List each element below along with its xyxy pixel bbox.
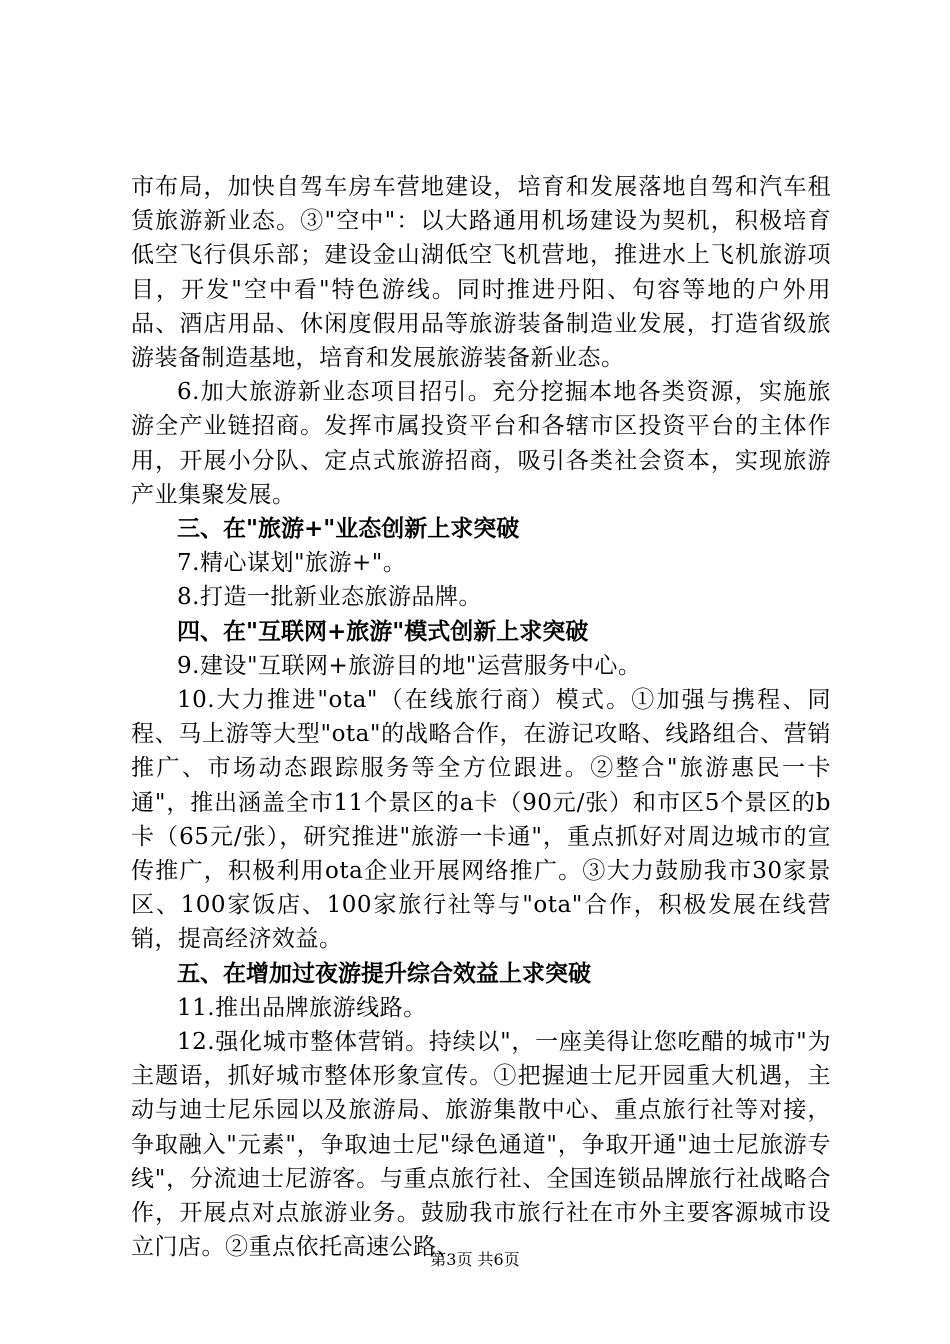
paragraph-4: 8.打造一批新业态旅游品牌。: [177, 584, 482, 611]
paragraph-1: 市布局，加快自驾车房车营地建设，培育和发展落地自驾和汽车租赁旅游新业态。③"空中"：以大路通用机场建设为契机，积极培育低空飞行俱乐部；建设金山湖低空飞机营地，推进水上飞机旅游项目，开发"空中看"特色游线。同时推进丹阳、句容等地的户外用品、酒店用品、休闲度假用品等旅游装备制造业发展，打造省级旅游装备制造基地，培育和发展旅游装备新业态。: [131, 174, 831, 372]
paragraph-8: 12.强化城市整体营销。持续以"，一座美得让您吃醋的城市"为主题语，抓好城市整体形象宣传。①把握迪士尼开园重大机遇，主动与迪士尼乐园以及旅游局、旅游集散中心、重点旅行社等对接，争取融入"元素"，争取迪士尼"绿色通道"，争取开通"迪士尼旅游专线"，分流迪士尼游客。与重点旅行社、全国连锁品牌旅行社战略合作，开展点对点旅游业务。鼓励我市旅行社在市外主要客源城市设立门店。②重点依托高速公路、: [131, 1029, 831, 1261]
document-body: [131, 170, 831, 1265]
paragraph-6: 10.大力推进"ota"（在线旅行商）模式。①加强与携程、同程、马上游等大型"ota"的战略合作，在游记攻略、线路组合、营销推广、市场动态跟踪服务等全方位跟进。②整合"旅游惠民一卡通"，推出涵盖全市11个景区的a卡（90元/张）和市区5个景区的b卡（65元/张），研究推进"旅游一卡通"，重点抓好对周边城市的宣传推广，积极利用ota企业开展网络推广。③大力鼓励我市30家景区、100家饭店、100家旅行社等与"ota"合作，积极发展在线营销，提高经济效益。: [131, 687, 831, 953]
paragraph-7: 11.推出品牌旅游线路。: [177, 994, 427, 1021]
section-heading-3: 三、在"旅游+"业态创新上求突破: [177, 516, 520, 543]
paragraph-2: 6.加大旅游新业态项目招引。充分挖掘本地各类资源，实施旅游全产业链招商。发挥市属投资平台和各辖市区投资平台的主体作用，开展小分队、定点式旅游招商，吸引各类社会资本，实现旅游产业集聚发展。: [131, 379, 831, 508]
paragraph-3: 7.精心谋划"旅游+"。: [177, 550, 407, 577]
section-heading-5: 五、在增加过夜游提升综合效益上求突破: [177, 960, 591, 987]
paragraph-5: 9.建设"互联网+旅游目的地"运营服务中心。: [177, 652, 642, 679]
section-heading-4: 四、在"互联网+旅游"模式创新上求突破: [177, 618, 589, 645]
page-number-footer: 第3页 共6页: [430, 1250, 520, 1269]
